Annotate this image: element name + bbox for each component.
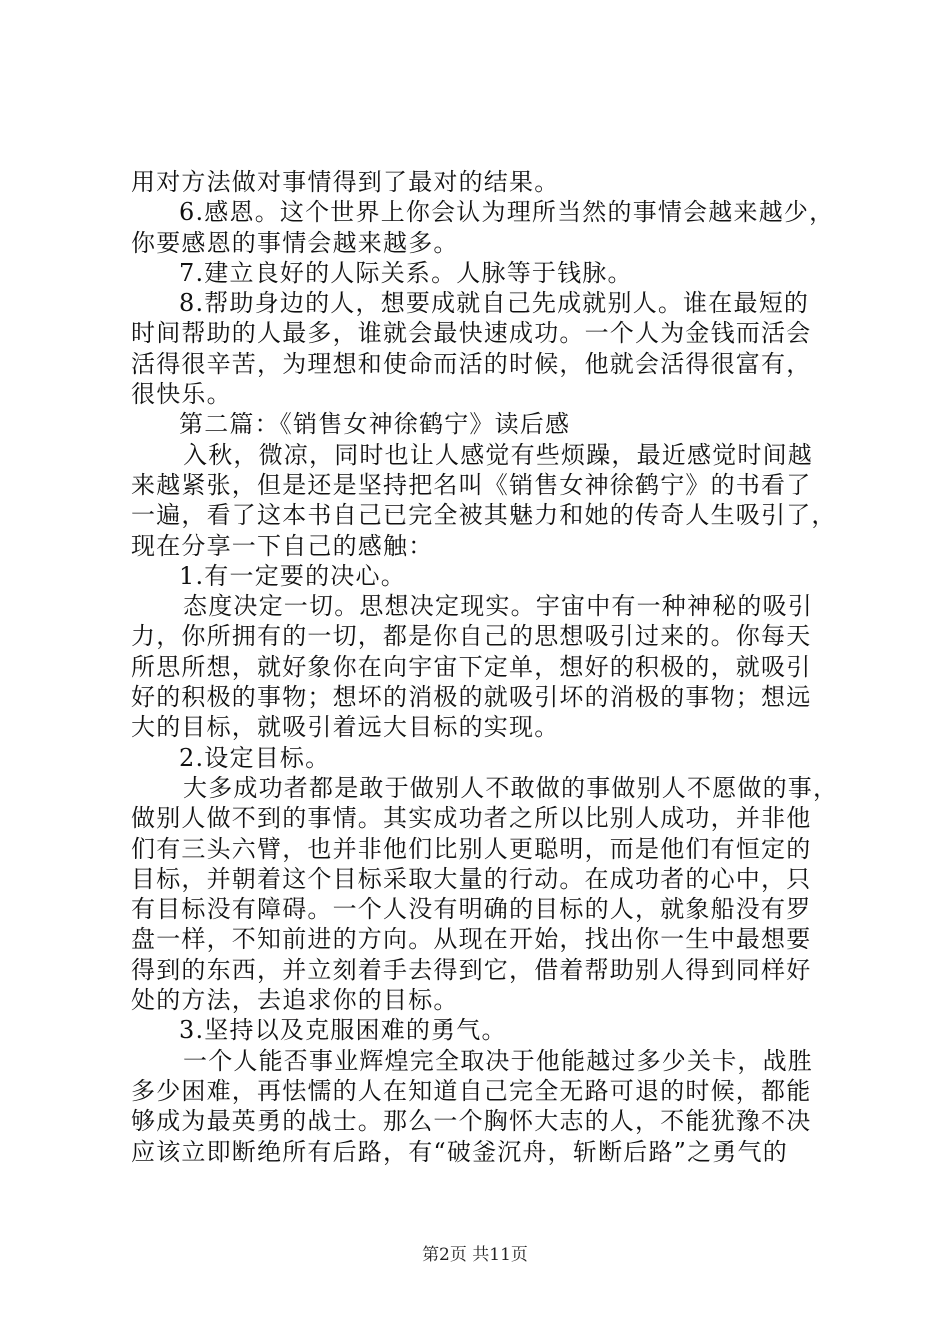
text-line: 态度决定一切。思想决定现实。宇宙中有一种神秘的吸引 xyxy=(183,592,813,621)
text-line: 力，你所拥有的一切，都是你自己的思想吸引过来的。你每天 xyxy=(131,622,812,651)
text-line: 活得很辛苦，为理想和使命而活的时候，他就会活得很富有， xyxy=(131,349,812,378)
text-line: 多少困难，再怯懦的人在知道自己完全无路可退的时候，都能 xyxy=(131,1076,812,1105)
text-line: 得到的东西，并立刻着手去得到它，借着帮助别人得到同样好 xyxy=(131,955,812,984)
text-line: 入秋，微凉，同时也让人感觉有些烦躁，最近感觉时间越 xyxy=(183,440,813,469)
text-line: 们有三头六臂，也并非他们比别人更聪明，而是他们有恒定的 xyxy=(131,834,812,863)
text-line: 8.帮助身边的人，想要成就自己先成就别人。谁在最短的 xyxy=(179,289,810,318)
text-line: 6.感恩。这个世界上你会认为理所当然的事情会越来越少， xyxy=(179,198,835,227)
text-line: 来越紧张，但是还是坚持把名叫《销售女神徐鹤宁》的书看了 xyxy=(131,470,812,499)
text-line: 大的目标，就吸引着远大目标的实现。 xyxy=(131,713,560,742)
text-line: 一遍，看了这本书自己已完全被其魅力和她的传奇人生吸引了， xyxy=(131,501,837,530)
text-line: 处的方法，去追求你的目标。 xyxy=(131,986,459,1015)
section-heading: 第二篇：《销售女神徐鹤宁》读后感 xyxy=(179,410,571,439)
text-line: 所思所想，就好象你在向宇宙下定单，想好的积极的，就吸引 xyxy=(131,652,812,681)
text-line: 应该立即断绝所有后路，有“破釜沉舟，斩断后路”之勇气的 xyxy=(131,1137,788,1166)
text-line: 很快乐。 xyxy=(131,380,232,409)
text-line: 一个人能否事业辉煌完全取决于他能越过多少关卡，战胜 xyxy=(183,1046,813,1075)
text-line: 大多成功者都是敢于做别人不敢做的事做别人不愿做的事， xyxy=(183,773,839,802)
text-line: 3.坚持以及克服困难的勇气。 xyxy=(179,1016,507,1045)
page-footer: 第2页 共11页 xyxy=(422,1245,528,1265)
text-line: 目标，并朝着这个目标采取大量的行动。在成功者的心中，只 xyxy=(131,864,812,893)
text-line: 7.建立良好的人际关系。人脉等于钱脉。 xyxy=(179,258,633,287)
text-line: 盘一样，不知前进的方向。从现在开始，找出你一生中最想要 xyxy=(131,925,812,954)
text-line: 现在分享一下自己的感触： xyxy=(131,531,434,560)
text-line: 2.设定目标。 xyxy=(179,743,331,772)
text-line: 做别人做不到的事情。其实成功者之所以比别人成功，并非他 xyxy=(131,804,812,833)
document-body xyxy=(131,167,839,1167)
text-line: 有目标没有障碍。一个人没有明确的目标的人，就象船没有罗 xyxy=(131,895,812,924)
text-line: 好的积极的事物；想坏的消极的就吸引坏的消极的事物；想远 xyxy=(131,683,812,712)
text-line: 够成为最英勇的战士。那么一个胸怀大志的人，不能犹豫不决 xyxy=(131,1107,812,1136)
text-line: 1.有一定要的决心。 xyxy=(179,561,406,590)
text-line: 你要感恩的事情会越来越多。 xyxy=(131,228,459,257)
text-line: 时间帮助的人最多，谁就会最快速成功。一个人为金钱而活会 xyxy=(131,319,812,348)
text-line: 用对方法做对事情得到了最对的结果。 xyxy=(131,168,560,196)
